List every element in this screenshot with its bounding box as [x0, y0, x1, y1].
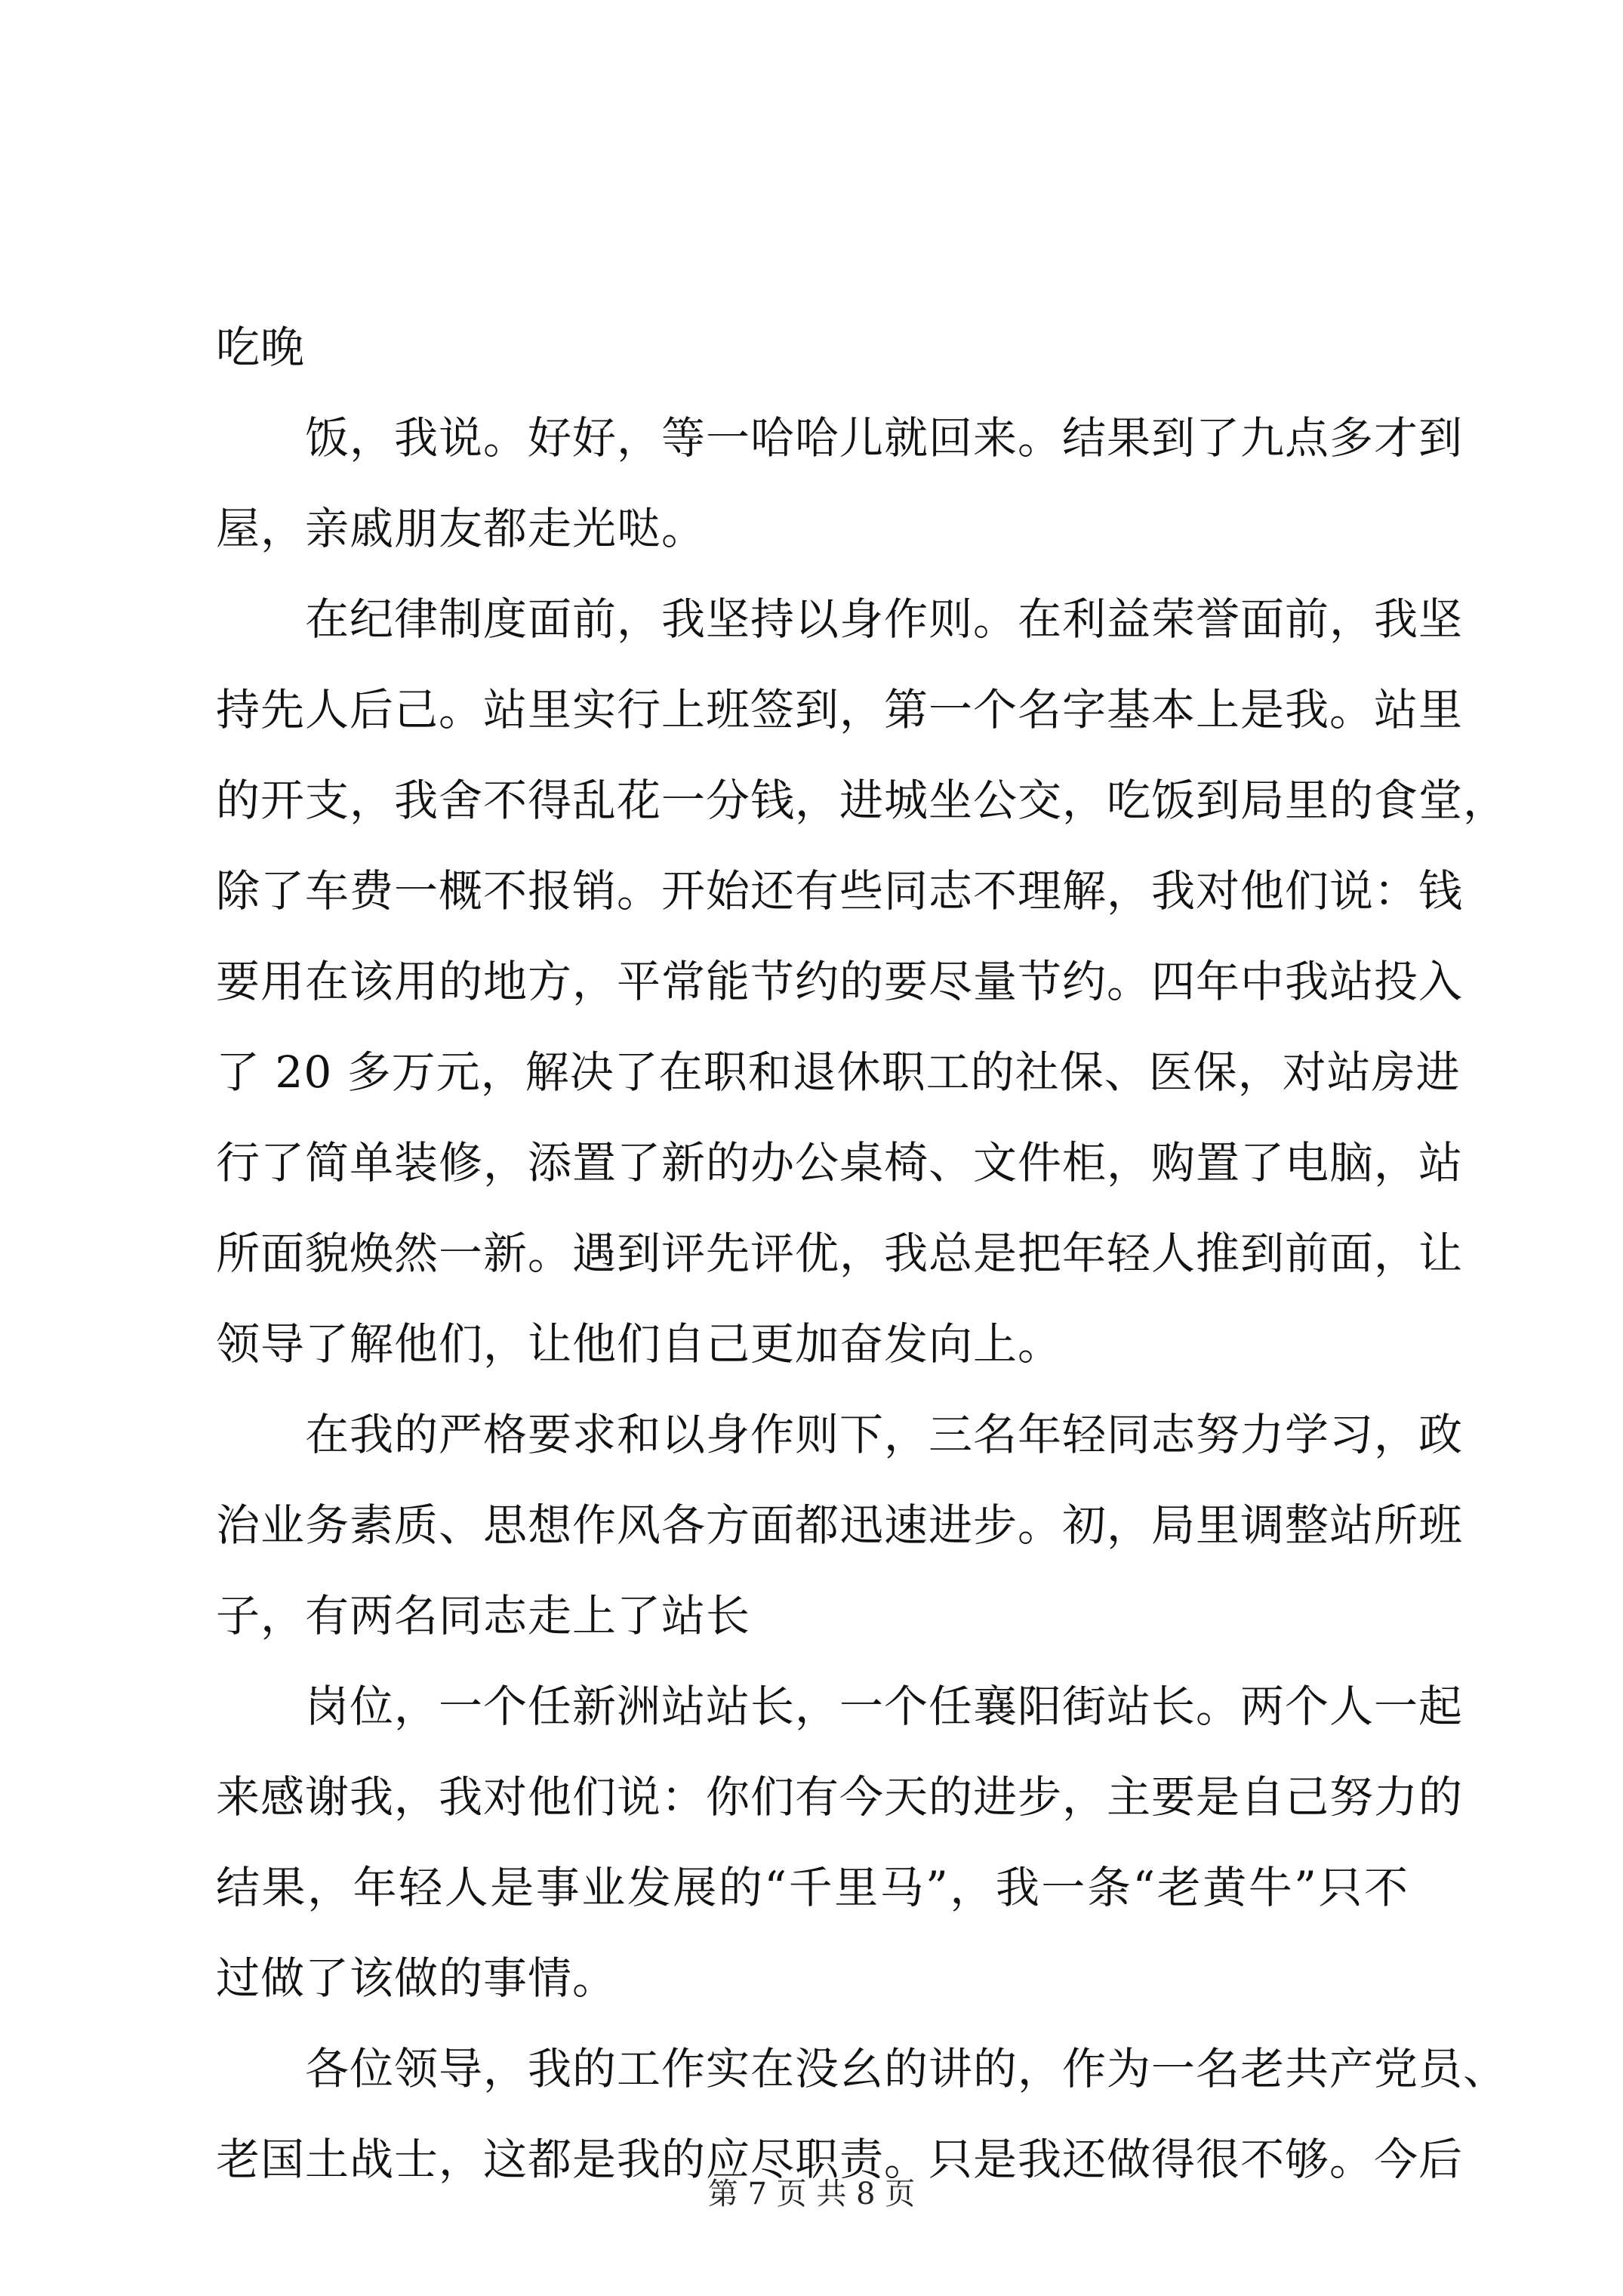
text-line: 要用在该用的地方，平常能节约的要尽量节约。四年中我站投入: [216, 956, 1464, 1007]
text-line: 了 20 多万元，解决了在职和退休职工的社保、医保，对站房进: [216, 1046, 1461, 1098]
text-line: 老国土战士，这都是我的应尽职责。只是我还做得很不够。今后: [216, 2134, 1464, 2185]
text-line: 屋，亲戚朋友都走光哒。: [216, 503, 707, 554]
text-line: 在我的严格要求和以身作则下，三名年轻同志努力学习，政: [305, 1409, 1464, 1460]
text-line: 持先人后己。站里实行上班签到，第一个名字基本上是我。站里: [216, 684, 1464, 735]
text-line: 岗位，一个任新洲站站长，一个任襄阳街站长。两个人一起: [305, 1681, 1464, 1732]
body-text: [216, 302, 1508, 2205]
text-line: 饭，我说。好好，等一哈哈儿就回来。结果到了九点多才到: [305, 412, 1464, 464]
text-line: 领导了解他们，让他们自己更加奋发向上。: [216, 1318, 1063, 1370]
text-line: 行了简单装修，添置了新的办公桌椅、文件柜，购置了电脑，站: [216, 1137, 1464, 1188]
text-line: 来感谢我，我对他们说：你们有今天的进步，主要是自己努力的: [216, 1771, 1464, 1823]
text-line: 在纪律制度面前，我坚持以身作则。在利益荣誉面前，我坚: [305, 593, 1464, 645]
text-line: 过做了该做的事情。: [216, 1952, 617, 2004]
text-line: 的开支，我舍不得乱花一分钱，进城坐公交，吃饭到局里的食堂，: [216, 775, 1508, 826]
text-line: 除了车费一概不报销。开始还有些同志不理解，我对他们说：钱: [216, 865, 1464, 917]
text-line: 子，有两名同志走上了站长: [216, 1590, 751, 1641]
page-footer: 第 7 页 共 8 页: [707, 2177, 916, 2211]
text-line: 所面貌焕然一新。遇到评先评优，我总是把年轻人推到前面，让: [216, 1228, 1464, 1279]
text-line: 治业务素质、思想作风各方面都迅速进步。初，局里调整站所班: [216, 1499, 1464, 1551]
text-line: 各位领导，我的工作实在没幺的讲的，作为一名老共产党员、: [305, 2043, 1508, 2094]
text-line: 吃晚: [216, 322, 306, 373]
text-line: 结果，年轻人是事业发展的“千里马”，我一条“老黄牛”只不: [216, 1862, 1409, 1913]
